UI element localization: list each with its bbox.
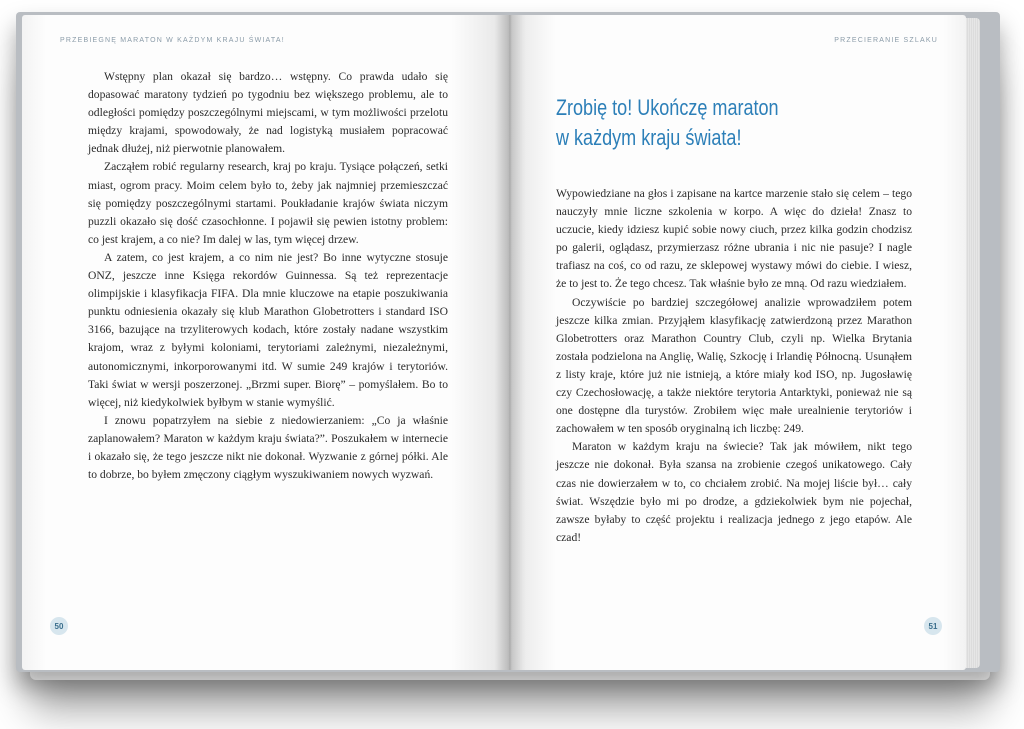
left-body-text <box>88 68 448 484</box>
right-page <box>510 15 966 670</box>
left-page-number: 50 <box>50 617 68 635</box>
right-body-text <box>556 185 912 547</box>
left-paragraph-2: Zacząłem robić regularny research, kraj po kraju. Tysiące połączeń, setki miast, ogrom pracy. Moim celem było to, żeby jak najmniej przemieszczać się pomiędzy poszczególnymi startami. Poukładanie krajów świata niczym puzzli okazało się dość czasochłonne. I pojawił się pewien istotny problem: co jest krajem, a co nie? Im dalej w las, tym więcej drzew. <box>88 160 448 246</box>
left-page <box>22 15 510 670</box>
left-paragraph-3: A zatem, co jest krajem, a co nim nie jest? Bo inne wytyczne stosuje ONZ, jeszcze inne Księga rekordów Guinnessa. Są też reprezentacje olimpijskie i klasyfikacja FIFA. Dla mnie kluczowe na etapie poszukiwania punktu odniesienia okazały się klub Marathon Globetrotters i standard ISO 3166, bazujące na trzyliterowych kodach, które zostały nadane wszystkim krajom, wraz z byłymi koloniami, terytoriami zależnymi, niezależnymi, autonomicznymi, inkorporowanymi itd. W sumie 249 krajów i terytoriów. Taki świat w wersji poszerzonej. „Brzmi super. Biorę” – pomyślałem. Bo to więcej, niż kiedykolwiek byłbym w stanie wymyślić. <box>88 250 448 409</box>
page-edges <box>966 18 980 668</box>
chapter-title-line-2: w każdym kraju świata! <box>556 125 742 150</box>
left-paragraph-4: I znowu popatrzyłem na siebie z niedowierzaniem: „Co ja właśnie zaplanowałem? Maraton w każdym kraju świata?”. Poszukałem w internecie i okazało się, że tego jeszcze nikt nie dokonał. Wyzwanie z górnej półki. Ale to dobrze, bo byłem zmęczony ciągłym wyszukiwaniem nowych wyzwań. <box>88 413 448 482</box>
chapter-title-line-1: Zrobię to! Ukończę maraton <box>556 95 779 120</box>
right-paragraph-2: Oczywiście po bardziej szczegółowej analizie wprowadziłem potem jeszcze kilka zmian. Przyjąłem klasyfikację zatwierdzoną przez Marathon Globetrotters oraz Marathon Country Club, czyli np. Wielka Brytania została podzielona na Anglię, Walię, Szkocję i Irlandię Północną. Usunąłem z listy kraje, które już nie istnieją, a które miały kod ISO, np. Jugosławię czy Czechosłowację, a także niektóre terytoria Antarktyki, ponieważ nie są one dostępne dla turystów. Zrobiłem więc małe urealnienie terytoriów i zachowałem w ten sposób oryginalną ich liczbę: 249. <box>556 295 912 436</box>
right-paragraph-1: Wypowiedziane na głos i zapisane na kartce marzenie stało się celem – tego nauczyły mnie liczne szkolenia w korpo. A więc do dzieła! Znasz to uczucie, kiedy idziesz kupić sobie nowy ciuch, przez kilka godzin chodzisz po galerii, oglądasz, przymierzasz różne ubrania i nic nie pasuje? I nagle trafiasz na coś, co od razu, ze sklepowej wystawy mówi do ciebie. I wiesz, że to jest to. Że tego chcesz. Tak właśnie było ze mną. Od razu wiedziałem. <box>556 187 912 291</box>
right-running-head: PRZECIERANIE SZLAKU <box>834 37 938 44</box>
right-paragraph-3: Maraton w każdym kraju na świecie? Tak jak mówiłem, nikt tego jeszcze nie dokonał. Była szansa na zrobienie czegoś unikatowego. Cały czas nie dowierzałem w to, co chciałem zrobić. Na mojej liście był… cały świat. Wszędzie było mi po drodze, a gdziekolwiek bym nie pojechał, zawsze byłaby to część projektu i realizacja jednego z jego etapów. Ale czad! <box>556 440 912 544</box>
left-paragraph-1: Wstępny plan okazał się bardzo… wstępny. Co prawda udało się dopasować maratony tydzień po tygodniu bez większego problemu, ale to odległości pomiędzy poszczególnymi miejscami, w tym możliwości przelotu między krajami, spowodowały, że nad logistyką musiałem popracować jednak dłużej, niż pierwotnie planowałem. <box>88 70 448 156</box>
right-page-number: 51 <box>924 617 942 635</box>
left-running-head: PRZEBIEGNĘ MARATON W KAŻDYM KRAJU ŚWIATA! <box>60 37 285 44</box>
chapter-title <box>556 93 868 153</box>
